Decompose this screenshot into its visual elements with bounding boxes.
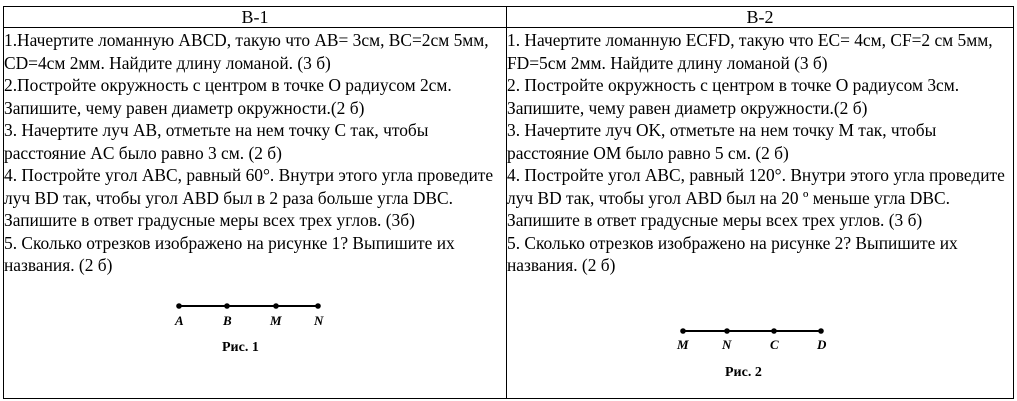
figure-1-point-n xyxy=(315,303,321,309)
figure-2-drawing xyxy=(673,308,833,378)
figure-1-drawing xyxy=(172,300,332,362)
figure-1-point-a xyxy=(176,303,182,309)
figure-1 xyxy=(172,300,332,367)
variant-2-task-list xyxy=(507,29,1013,277)
variant-1-title: В-1 xyxy=(4,7,507,28)
figure-1-point-m xyxy=(273,303,279,309)
figure-2-point-c xyxy=(771,328,777,334)
variant-1-column xyxy=(4,28,507,399)
variant-2-column xyxy=(507,28,1014,399)
figure-2-point-n xyxy=(724,328,730,334)
figure-2-label-n: N xyxy=(722,337,732,352)
figure-2-caption: Рис. 2 xyxy=(725,365,762,380)
figure-2 xyxy=(673,308,833,383)
variant-1-task-1: 1.Начертите ломанную ABCD, такую что AB= 3см, BC=2см 5мм, CD=4см 2мм. Найдите длину ломаной. (3 б) xyxy=(4,30,489,73)
variant-1-task-4: 4. Постройте угол ABC, равный 60°. Внутри этого угла проведите луч BD так, чтобы угол ABD был в 2 раза больше угла DBC. Запишите в ответ градусные меры всех трех углов. (3б) xyxy=(4,165,494,230)
figure-1-label-b: B xyxy=(223,313,232,328)
figure-1-label-n: N xyxy=(314,313,324,328)
figure-1-label-m: M xyxy=(270,313,282,328)
variant-2-task-3: 3. Начертите луч OK, отметьте на нем точку M так, чтобы расстояние OM было равно 5 см. (2 б) xyxy=(507,120,937,163)
variant-1-task-list xyxy=(4,29,506,277)
figure-2-point-d xyxy=(818,328,824,334)
figure-2-point-m xyxy=(680,328,686,334)
variant-2-task-4: 4. Постройте угол ABC, равный 120°. Внутри этого угла проведите луч BD так, чтобы угол ABD был на 20 º меньше угла DBC. Запишите в ответ градусные меры всех трех углов. (3 б) xyxy=(507,165,1005,230)
figure-1-point-b xyxy=(224,303,230,309)
figure-2-label-d: D xyxy=(817,337,827,352)
variant-1-task-5: 5. Сколько отрезков изображено на рисунке 1? Выпишите их названия. (2 б) xyxy=(4,232,455,275)
variant-1-task-2: 2.Постройте окружность с центром в точке O радиусом 2см. Запишите, чему равен диаметр окружности.(2 б) xyxy=(4,75,452,118)
figure-1-caption: Рис. 1 xyxy=(222,340,259,355)
variant-2-task-1: 1. Начертите ломанную ECFD, такую что EC= 4см, CF=2 см 5мм, FD=5см 2мм. Найдите длину ломаной (3 б) xyxy=(507,30,993,73)
figure-2-label-c: C xyxy=(770,337,779,352)
variant-2-task-2: 2. Постройте окружность с центром в точке O радиусом 3см. Запишите, чему равен диаметр окружности.(2 б) xyxy=(507,75,960,118)
figure-1-label-a: A xyxy=(175,313,184,328)
variant-2-title: В-2 xyxy=(507,7,1014,28)
variant-1-task-3: 3. Начертите луч AB, отметьте на нем точку C так, чтобы расстояние AC было равно 3 см. (2 б) xyxy=(4,120,429,163)
variant-2-task-5: 5. Сколько отрезков изображено на рисунке 2? Выпишите их названия. (2 б) xyxy=(507,232,958,275)
figure-2-label-m: M xyxy=(677,337,689,352)
variants-table xyxy=(3,6,1014,399)
